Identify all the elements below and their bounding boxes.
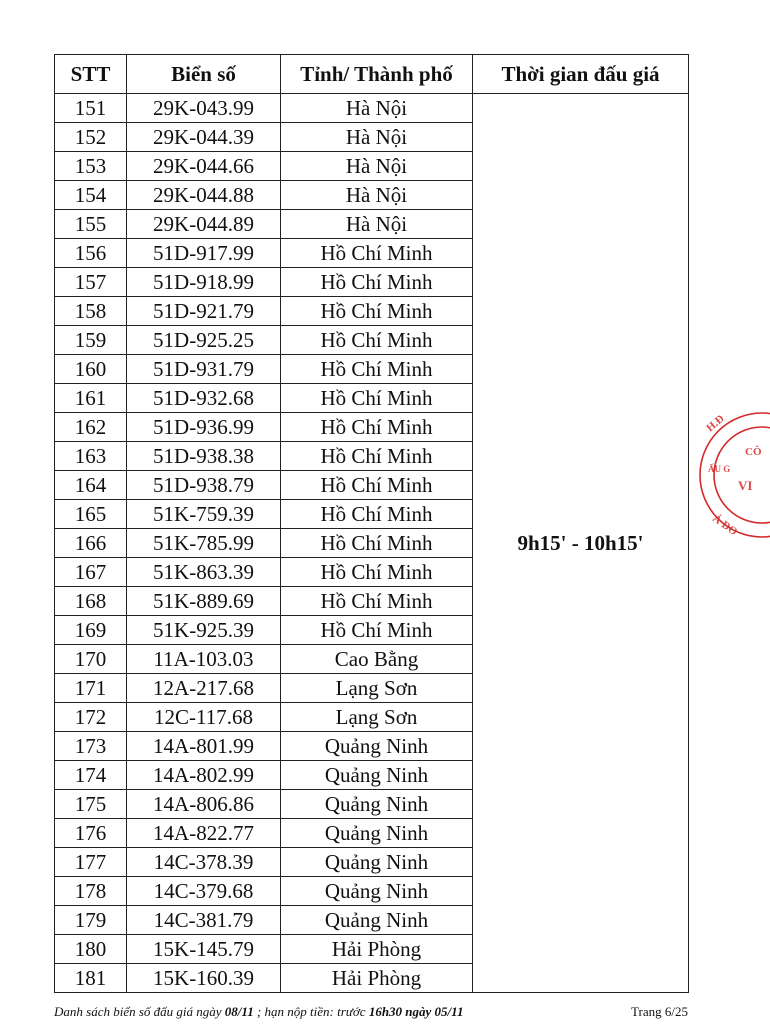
stt-cell: 175 <box>55 790 127 819</box>
table-row <box>55 94 689 123</box>
page-number: Trang 6/25 <box>631 1004 688 1019</box>
stt-cell: 152 <box>55 123 127 152</box>
city-cell: Cao Bằng <box>281 645 473 674</box>
footer-date: 08/11 <box>224 1004 254 1019</box>
plate-cell: 29K-044.66 <box>127 152 281 181</box>
city-cell: Hồ Chí Minh <box>281 239 473 268</box>
plate-cell: 51D-931.79 <box>127 355 281 384</box>
plate-cell: 11A-103.03 <box>127 645 281 674</box>
plate-cell: 14C-381.79 <box>127 906 281 935</box>
plate-cell: 15K-145.79 <box>127 935 281 964</box>
city-cell: Hồ Chí Minh <box>281 413 473 442</box>
stt-cell: 181 <box>55 964 127 993</box>
stt-cell: 172 <box>55 703 127 732</box>
plate-cell: 15K-160.39 <box>127 964 281 993</box>
header-auction-time: Thời gian đấu giá <box>473 55 689 94</box>
city-cell: Hà Nội <box>281 123 473 152</box>
stt-cell: 156 <box>55 239 127 268</box>
city-cell: Hồ Chí Minh <box>281 500 473 529</box>
footer-middle: ; hạn nộp tiền: trước <box>253 1004 369 1019</box>
city-cell: Hồ Chí Minh <box>281 442 473 471</box>
stt-cell: 153 <box>55 152 127 181</box>
plate-cell: 12A-217.68 <box>127 674 281 703</box>
svg-text:ẤU G: ẤU G <box>708 464 731 474</box>
plate-cell: 51D-932.68 <box>127 384 281 413</box>
plate-cell: 51D-925.25 <box>127 326 281 355</box>
plate-cell: 51D-918.99 <box>127 268 281 297</box>
footer-deadline: 16h30 ngày 05/11 <box>368 1004 464 1019</box>
stt-cell: 165 <box>55 500 127 529</box>
plate-cell: 51D-936.99 <box>127 413 281 442</box>
stt-cell: 163 <box>55 442 127 471</box>
city-cell: Hồ Chí Minh <box>281 587 473 616</box>
plate-cell: 51D-921.79 <box>127 297 281 326</box>
plate-cell: 29K-044.88 <box>127 181 281 210</box>
plate-cell: 51K-759.39 <box>127 500 281 529</box>
stt-cell: 168 <box>55 587 127 616</box>
red-stamp-seal <box>690 400 770 550</box>
plate-auction-table <box>54 54 689 993</box>
city-cell: Hải Phòng <box>281 935 473 964</box>
plate-cell: 51D-917.99 <box>127 239 281 268</box>
city-cell: Hà Nội <box>281 181 473 210</box>
plate-cell: 14A-802.99 <box>127 761 281 790</box>
stt-cell: 155 <box>55 210 127 239</box>
stt-cell: 169 <box>55 616 127 645</box>
plate-cell: 14C-378.39 <box>127 848 281 877</box>
svg-text:Ả ĐO: Ả ĐO <box>710 512 740 539</box>
footer-prefix: Danh sách biển số đấu giá ngày <box>54 1004 225 1019</box>
stt-cell: 171 <box>55 674 127 703</box>
city-cell: Hải Phòng <box>281 964 473 993</box>
stt-cell: 176 <box>55 819 127 848</box>
city-cell: Hồ Chí Minh <box>281 384 473 413</box>
city-cell: Lạng Sơn <box>281 674 473 703</box>
header-city: Tỉnh/ Thành phố <box>281 55 473 94</box>
plate-cell: 51D-938.79 <box>127 471 281 500</box>
plate-cell: 14C-379.68 <box>127 877 281 906</box>
stt-cell: 157 <box>55 268 127 297</box>
plate-cell: 51K-863.39 <box>127 558 281 587</box>
svg-text:VI: VI <box>738 478 753 493</box>
plate-cell: 29K-043.99 <box>127 94 281 123</box>
city-cell: Quảng Ninh <box>281 790 473 819</box>
plate-cell: 14A-801.99 <box>127 732 281 761</box>
city-cell: Quảng Ninh <box>281 819 473 848</box>
stt-cell: 151 <box>55 94 127 123</box>
plate-cell: 14A-806.86 <box>127 790 281 819</box>
city-cell: Hồ Chí Minh <box>281 558 473 587</box>
city-cell: Hồ Chí Minh <box>281 355 473 384</box>
city-cell: Hồ Chí Minh <box>281 326 473 355</box>
city-cell: Quảng Ninh <box>281 761 473 790</box>
stt-cell: 178 <box>55 877 127 906</box>
stt-cell: 167 <box>55 558 127 587</box>
city-cell: Hồ Chí Minh <box>281 529 473 558</box>
city-cell: Hồ Chí Minh <box>281 297 473 326</box>
city-cell: Quảng Ninh <box>281 848 473 877</box>
stt-cell: 164 <box>55 471 127 500</box>
city-cell: Hà Nội <box>281 152 473 181</box>
stt-cell: 180 <box>55 935 127 964</box>
stt-cell: 166 <box>55 529 127 558</box>
table-header-row <box>55 55 689 94</box>
city-cell: Hồ Chí Minh <box>281 268 473 297</box>
plate-cell: 29K-044.39 <box>127 123 281 152</box>
plate-cell: 51K-889.69 <box>127 587 281 616</box>
city-cell: Hồ Chí Minh <box>281 471 473 500</box>
stt-cell: 154 <box>55 181 127 210</box>
plate-cell: 29K-044.89 <box>127 210 281 239</box>
stt-cell: 160 <box>55 355 127 384</box>
plate-cell: 51K-785.99 <box>127 529 281 558</box>
table-body <box>55 94 689 993</box>
city-cell: Hà Nội <box>281 94 473 123</box>
city-cell: Hồ Chí Minh <box>281 616 473 645</box>
auction-time-cell: 9h15' - 10h15' <box>473 94 689 993</box>
stt-cell: 179 <box>55 906 127 935</box>
plate-cell: 14A-822.77 <box>127 819 281 848</box>
city-cell: Quảng Ninh <box>281 877 473 906</box>
city-cell: Lạng Sơn <box>281 703 473 732</box>
header-stt: STT <box>55 55 127 94</box>
footer-note <box>54 1004 463 1020</box>
stt-cell: 170 <box>55 645 127 674</box>
city-cell: Quảng Ninh <box>281 732 473 761</box>
plate-cell: 12C-117.68 <box>127 703 281 732</box>
svg-text:H.Đ: H.Đ <box>704 412 727 435</box>
stt-cell: 177 <box>55 848 127 877</box>
header-plate: Biển số <box>127 55 281 94</box>
stt-cell: 173 <box>55 732 127 761</box>
city-cell: Hà Nội <box>281 210 473 239</box>
plate-cell: 51D-938.38 <box>127 442 281 471</box>
stt-cell: 158 <box>55 297 127 326</box>
svg-text:CÔ: CÔ <box>745 446 762 458</box>
stt-cell: 159 <box>55 326 127 355</box>
stt-cell: 174 <box>55 761 127 790</box>
stt-cell: 162 <box>55 413 127 442</box>
city-cell: Quảng Ninh <box>281 906 473 935</box>
plate-cell: 51K-925.39 <box>127 616 281 645</box>
stt-cell: 161 <box>55 384 127 413</box>
